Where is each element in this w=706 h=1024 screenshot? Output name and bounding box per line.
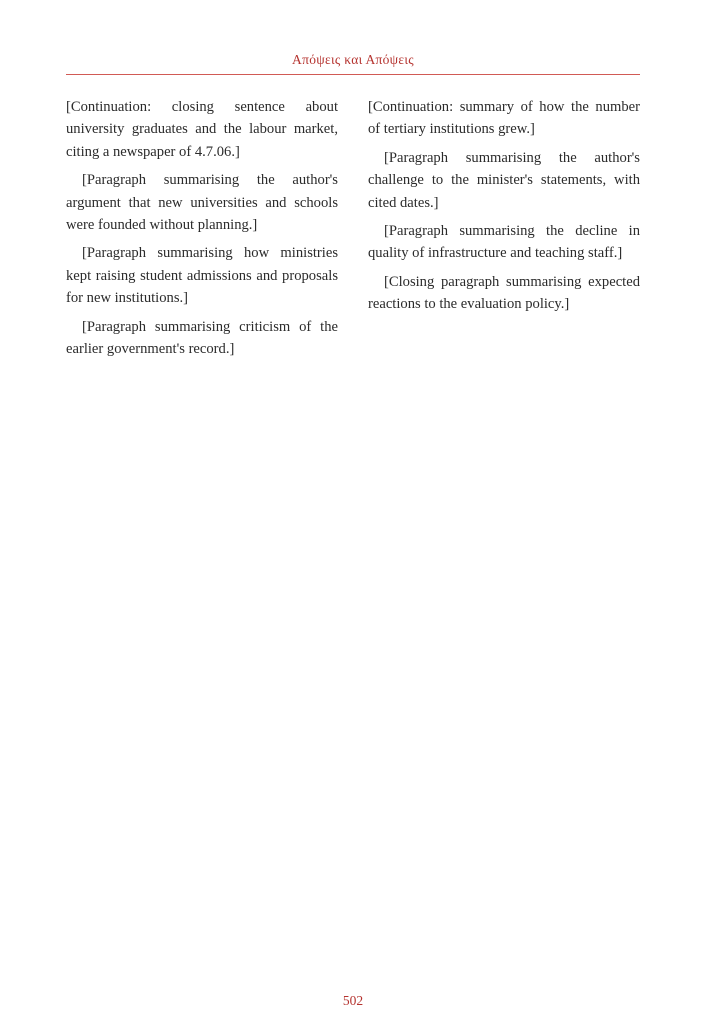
paragraph: [Closing paragraph summarising expected reactions to the evaluation policy.] <box>368 273 640 313</box>
paragraph: [Continuation: closing sentence about university graduates and the labour market, citing a newspaper of 4.7.06.] <box>66 99 338 160</box>
body-columns <box>66 96 640 976</box>
left-column <box>66 96 338 976</box>
paragraph: [Paragraph summarising the author's argument that new universities and schools were founded without planning.] <box>66 172 338 234</box>
running-header: Απόψεις και Απόψεις <box>292 52 414 67</box>
paragraph: [Paragraph summarising how ministries kept raising student admissions and proposals for new institutions.] <box>66 245 338 307</box>
paragraph: [Continuation: summary of how the number of tertiary institutions grew.] <box>368 99 640 138</box>
page-number: 502 <box>342 993 364 1008</box>
paragraph: [Paragraph summarising the author's challenge to the minister's statements, with cited dates.] <box>368 149 640 211</box>
paragraph: [Paragraph summarising the decline in quality of infrastructure and teaching staff.] <box>368 223 640 262</box>
right-column <box>368 96 640 976</box>
header-rule <box>66 74 640 75</box>
paragraph: [Paragraph summarising criticism of the earlier government's record.] <box>66 318 338 358</box>
